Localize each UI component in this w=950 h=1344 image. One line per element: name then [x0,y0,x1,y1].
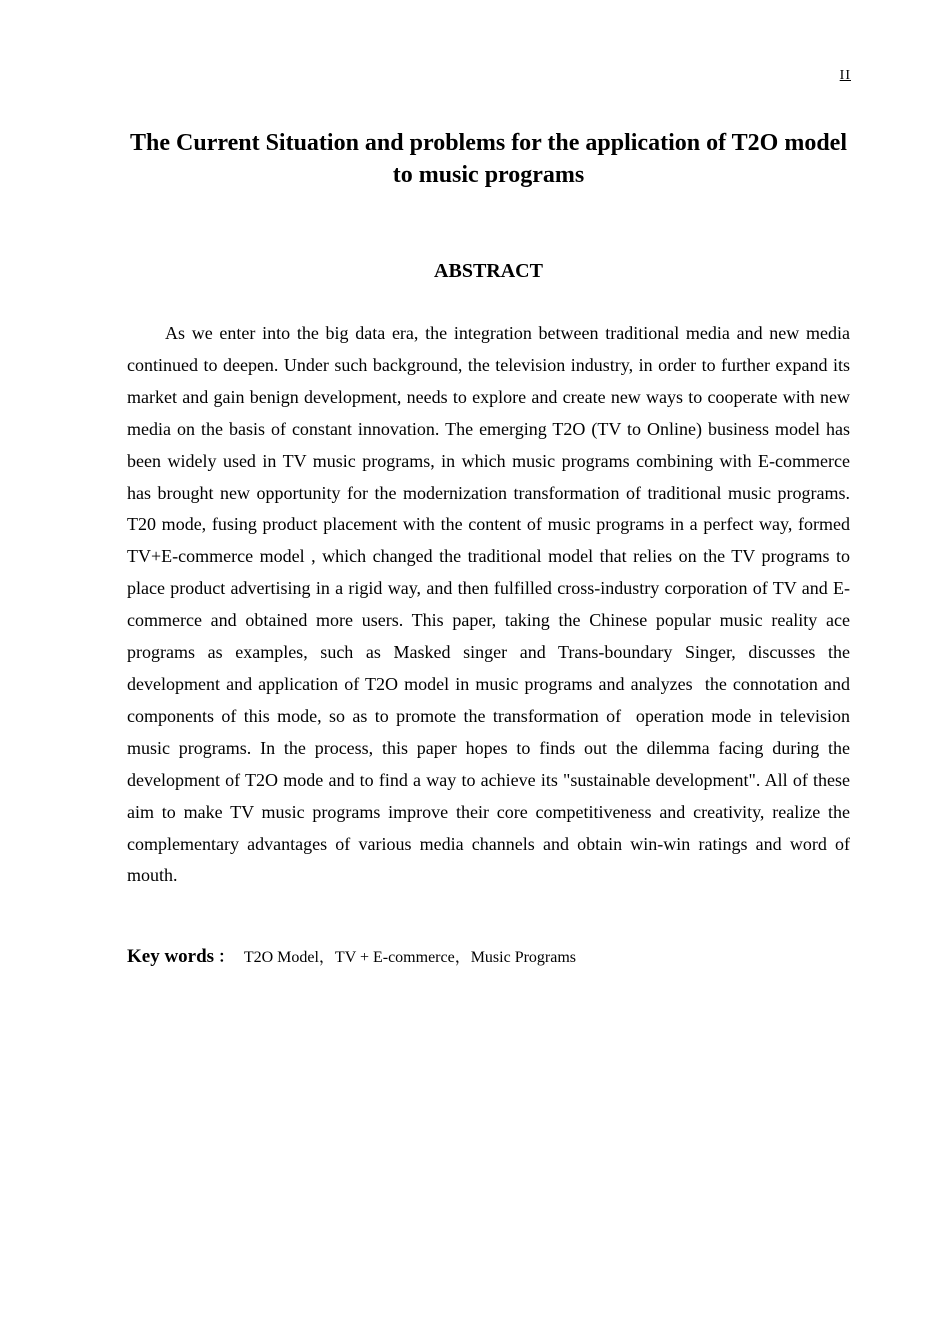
keywords-line [127,944,850,971]
keywords-separator: ： [218,949,235,966]
abstract-body: As we enter into the big data era, the integration between traditional media and new media continued to deepen. Under such background, the television industry, in order to further expand its market and gain benign development, needs to explore and create new ways to cooperate with new media on the basis of constant innovation. The emerging T2O (TV to Online) business model has been widely used in TV music programs, in which music programs combining with E-commerce has brought new opportunity for the modernization transformation of traditional music programs. T20 mode, fusing product placement with the content of music programs in a perfect way, formed TV+E-commerce model , which changed the traditional model that relies on the TV programs to place product advertising in a rigid way, and then fulfilled cross-industry corporation of TV and E-commerce and obtained more users. This paper, taking the Chinese popular music reality ace programs as examples, such as Masked singer and Trans-boundary Singer, discusses the development and application of T2O model in music programs and analyzes the connotation and components of this mode, so as to promote the transformation of operation mode in television music programs. In the process, this paper hopes to finds out the dilemma facing during the development of T2O mode and to find a way to achieve its "sustainable development". All of these aim to make TV music programs improve their core competitiveness and creativity, realize the complementary advantages of various media channels and obtain win-win ratings and word of mouth. [127,323,855,886]
page-number: II [839,68,851,83]
keywords-label: Key words [127,946,215,967]
keywords-list: T2O Model，TV + E-commerce，Music Programs [243,949,577,966]
paper-title: The Current Situation and problems for the application of T2O model to music programs [130,130,847,188]
abstract-heading: ABSTRACT [434,260,543,282]
